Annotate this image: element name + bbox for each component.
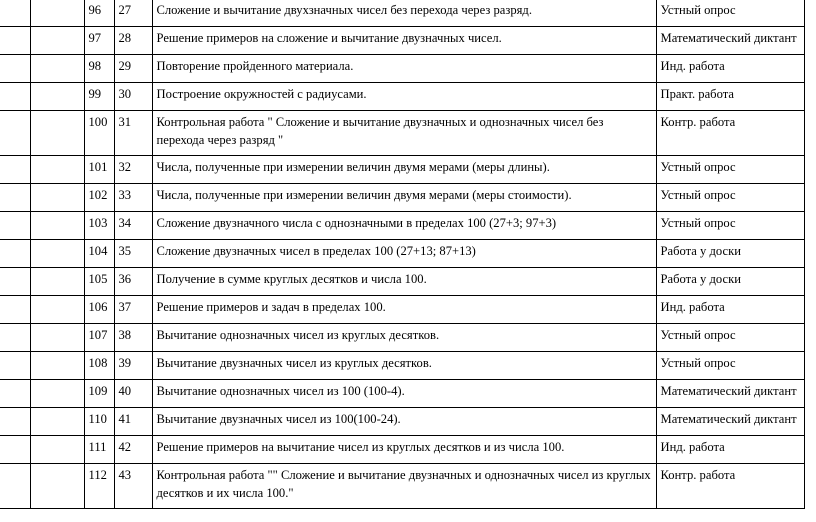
empty-cell — [0, 296, 30, 324]
row-number-cell: 101 — [84, 156, 114, 184]
lesson-number-cell: 38 — [114, 324, 152, 352]
control-form-cell: Работа у доски — [656, 240, 804, 268]
lesson-number-cell: 39 — [114, 352, 152, 380]
empty-cell — [0, 268, 30, 296]
empty-cell — [0, 380, 30, 408]
lesson-topic-cell: Числа, полученные при измерении величин двумя мерами (меры стоимости). — [152, 184, 656, 212]
table-row — [0, 83, 804, 111]
table-row — [0, 352, 804, 380]
empty-cell — [0, 324, 30, 352]
table-row — [0, 436, 804, 464]
lesson-topic-cell: Сложение двузначных чисел в пределах 100 (27+13; 87+13) — [152, 240, 656, 268]
table-row — [0, 184, 804, 212]
lesson-number-cell: 32 — [114, 156, 152, 184]
table-row — [0, 464, 804, 509]
row-number-cell: 100 — [84, 111, 114, 156]
empty-cell — [0, 184, 30, 212]
lesson-number-cell: 37 — [114, 296, 152, 324]
lesson-topic-cell: Решение примеров на сложение и вычитание двузначных чисел. — [152, 27, 656, 55]
table-row — [0, 55, 804, 83]
lesson-topic-cell: Вычитание двузначных чисел из 100(100-24). — [152, 408, 656, 436]
control-form-cell: Устный опрос — [656, 352, 804, 380]
empty-cell — [30, 380, 84, 408]
lesson-number-cell: 27 — [114, 0, 152, 27]
empty-cell — [0, 111, 30, 156]
row-number-cell: 111 — [84, 436, 114, 464]
lesson-topic-cell: Вычитание однозначных чисел из круглых десятков. — [152, 324, 656, 352]
row-number-cell: 97 — [84, 27, 114, 55]
table-row — [0, 324, 804, 352]
row-number-cell: 112 — [84, 464, 114, 509]
empty-cell — [30, 212, 84, 240]
control-form-cell: Устный опрос — [656, 0, 804, 27]
row-number-cell: 107 — [84, 324, 114, 352]
empty-cell — [30, 111, 84, 156]
control-form-cell: Устный опрос — [656, 212, 804, 240]
row-number-cell: 105 — [84, 268, 114, 296]
row-number-cell: 99 — [84, 83, 114, 111]
empty-cell — [0, 212, 30, 240]
control-form-cell: Устный опрос — [656, 324, 804, 352]
control-form-cell: Инд. работа — [656, 55, 804, 83]
table-row — [0, 111, 804, 156]
lesson-number-cell: 35 — [114, 240, 152, 268]
empty-cell — [30, 436, 84, 464]
table-row — [0, 296, 804, 324]
table-row — [0, 380, 804, 408]
empty-cell — [30, 268, 84, 296]
row-number-cell: 109 — [84, 380, 114, 408]
lesson-topic-cell: Сложение и вычитание двухзначных чисел без перехода через разряд. — [152, 0, 656, 27]
empty-cell — [30, 27, 84, 55]
empty-cell — [30, 324, 84, 352]
empty-cell — [0, 156, 30, 184]
control-form-cell: Математический диктант — [656, 27, 804, 55]
empty-cell — [30, 156, 84, 184]
lesson-number-cell: 41 — [114, 408, 152, 436]
row-number-cell: 110 — [84, 408, 114, 436]
control-form-cell: Математический диктант — [656, 408, 804, 436]
empty-cell — [30, 55, 84, 83]
empty-cell — [30, 0, 84, 27]
empty-cell — [30, 240, 84, 268]
lesson-number-cell: 36 — [114, 268, 152, 296]
empty-cell — [0, 27, 30, 55]
empty-cell — [0, 55, 30, 83]
empty-cell — [30, 83, 84, 111]
control-form-cell: Математический диктант — [656, 380, 804, 408]
lesson-number-cell: 31 — [114, 111, 152, 156]
table-row — [0, 156, 804, 184]
empty-cell — [0, 464, 30, 509]
table-row — [0, 0, 804, 27]
control-form-cell: Контр. работа — [656, 464, 804, 509]
lesson-topic-cell: Вычитание двузначных чисел из круглых десятков. — [152, 352, 656, 380]
lesson-topic-cell: Сложение двузначного числа с однозначными в пределах 100 (27+3; 97+3) — [152, 212, 656, 240]
row-number-cell: 106 — [84, 296, 114, 324]
row-number-cell: 96 — [84, 0, 114, 27]
control-form-cell: Работа у доски — [656, 268, 804, 296]
control-form-cell: Инд. работа — [656, 436, 804, 464]
lesson-topic-cell: Решение примеров и задач в пределах 100. — [152, 296, 656, 324]
table-row — [0, 408, 804, 436]
table-row — [0, 240, 804, 268]
lesson-topic-cell: Контрольная работа " Сложение и вычитание двузначных и однозначных чисел без перехода через разряд " — [152, 111, 656, 156]
lesson-number-cell: 42 — [114, 436, 152, 464]
empty-cell — [0, 0, 30, 27]
row-number-cell: 104 — [84, 240, 114, 268]
table-row — [0, 268, 804, 296]
lesson-number-cell: 40 — [114, 380, 152, 408]
lesson-number-cell: 34 — [114, 212, 152, 240]
lesson-number-cell: 28 — [114, 27, 152, 55]
empty-cell — [0, 436, 30, 464]
empty-cell — [0, 352, 30, 380]
lesson-topic-cell: Вычитание однозначных чисел из 100 (100-4). — [152, 380, 656, 408]
control-form-cell: Инд. работа — [656, 296, 804, 324]
row-number-cell: 108 — [84, 352, 114, 380]
empty-cell — [30, 464, 84, 509]
empty-cell — [0, 83, 30, 111]
lesson-number-cell: 43 — [114, 464, 152, 509]
lesson-number-cell: 30 — [114, 83, 152, 111]
control-form-cell: Устный опрос — [656, 184, 804, 212]
lesson-number-cell: 29 — [114, 55, 152, 83]
row-number-cell: 103 — [84, 212, 114, 240]
control-form-cell: Практ. работа — [656, 83, 804, 111]
empty-cell — [30, 184, 84, 212]
control-form-cell: Устный опрос — [656, 156, 804, 184]
empty-cell — [0, 408, 30, 436]
lesson-topic-cell: Получение в сумме круглых десятков и числа 100. — [152, 268, 656, 296]
lesson-topic-cell: Контрольная работа "" Сложение и вычитание двузначных и однозначных чисел из круглых десятков и их числа 100." — [152, 464, 656, 509]
lesson-topic-cell: Числа, полученные при измерении величин двумя мерами (меры длины). — [152, 156, 656, 184]
table-row — [0, 27, 804, 55]
row-number-cell: 98 — [84, 55, 114, 83]
lesson-topic-cell: Построение окружностей с радиусами. — [152, 83, 656, 111]
control-form-cell: Контр. работа — [656, 111, 804, 156]
empty-cell — [30, 296, 84, 324]
lesson-topic-cell: Повторение пройденного материала. — [152, 55, 656, 83]
lesson-topic-cell: Решение примеров на вычитание чисел из круглых десятков и из числа 100. — [152, 436, 656, 464]
row-number-cell: 102 — [84, 184, 114, 212]
empty-cell — [30, 352, 84, 380]
lesson-number-cell: 33 — [114, 184, 152, 212]
table-row — [0, 212, 804, 240]
empty-cell — [0, 240, 30, 268]
empty-cell — [30, 408, 84, 436]
